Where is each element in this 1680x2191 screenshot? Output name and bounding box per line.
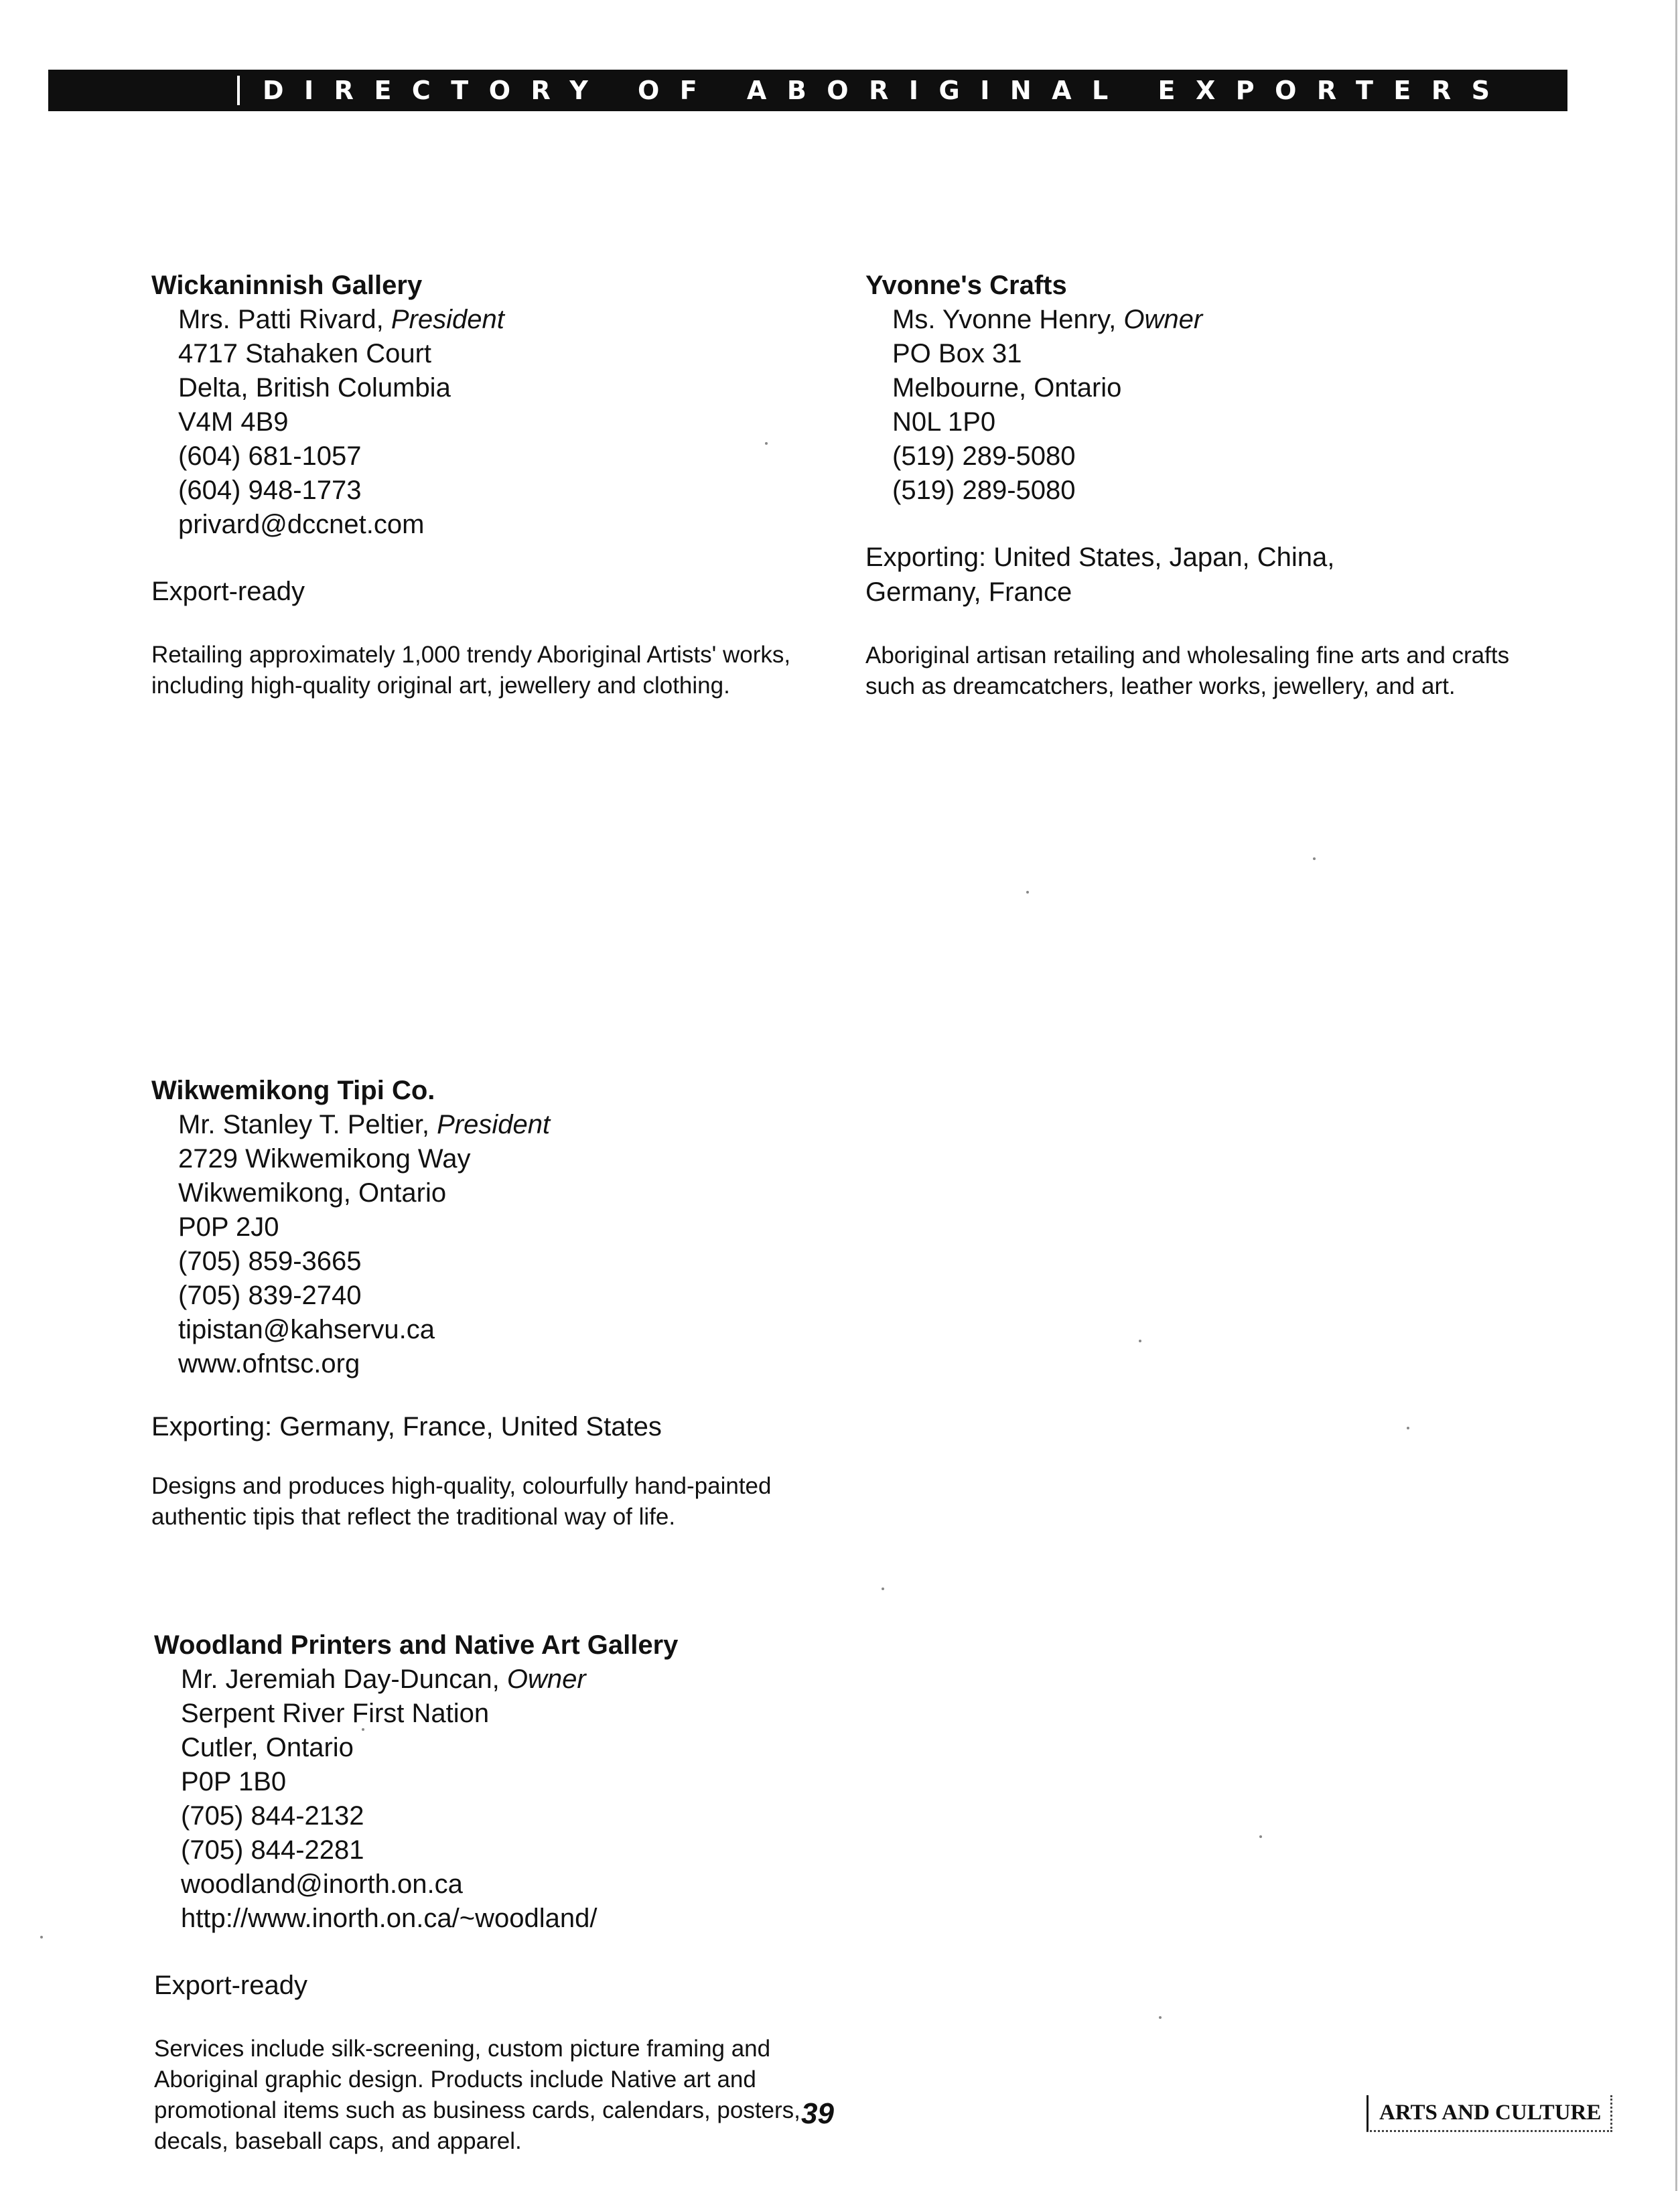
directory-entry (865, 268, 1535, 702)
entry-contact (178, 1108, 821, 1142)
scan-speck (882, 1587, 884, 1590)
contact-title: Owner (1123, 305, 1203, 334)
directory-entry (154, 1628, 824, 2157)
scan-speck (1139, 1340, 1141, 1342)
email-address: tipistan@kahservu.ca (178, 1315, 435, 1344)
fax-number: (604) 948-1773 (178, 476, 362, 505)
scan-speck (1407, 1427, 1409, 1429)
address-line: 4717 Stahaken Court (178, 339, 432, 368)
scan-speck (1159, 2016, 1162, 2019)
phone-number: (705) 859-3665 (178, 1247, 362, 1276)
postal-code: V4M 4B9 (178, 407, 289, 437)
scan-speck (1026, 891, 1029, 894)
address-line: PO Box 31 (892, 339, 1022, 368)
entry-description: Services include silk-screening, custom picture framing and Aboriginal graphic design. Products include Native art and promotional items such as business cards, calendars, posters, decals, baseball caps, and apparel. (154, 2036, 800, 2154)
scan-speck (1313, 857, 1316, 860)
export-status-line: Germany, France (865, 577, 1072, 607)
header-divider (237, 76, 240, 105)
header-title: DIRECTORY OF ABORIGINAL EXPORTERS (263, 76, 1511, 105)
address-line: 2729 Wikwemikong Way (178, 1144, 471, 1174)
fax-number: (705) 839-2740 (178, 1281, 362, 1310)
website-address: http://www.inorth.on.ca/~woodland/ (181, 1904, 598, 1933)
export-status: Exporting: Germany, France, United States (151, 1412, 662, 1441)
email-address: privard@dccnet.com (178, 510, 425, 539)
entry-name: Woodland Printers and Native Art Gallery (154, 1630, 679, 1660)
postal-code: P0P 1B0 (181, 1767, 287, 1796)
website-address: www.ofntsc.org (178, 1349, 360, 1379)
entry-address-block (865, 303, 1535, 508)
contact-title: President (391, 305, 504, 334)
entry-contact (178, 303, 821, 337)
export-status (865, 540, 1535, 610)
scan-speck (362, 1728, 364, 1731)
address-line: Cutler, Ontario (181, 1733, 354, 1762)
fax-number: (705) 844-2281 (181, 1835, 364, 1865)
entry-contact (892, 303, 1535, 337)
scan-speck (1259, 1835, 1262, 1838)
address-line: Delta, British Columbia (178, 373, 451, 403)
entry-name: Wickaninnish Gallery (151, 271, 423, 300)
export-status: Export-ready (154, 1971, 307, 2000)
directory-entry (151, 1073, 821, 1533)
directory-entry (151, 268, 821, 701)
contact-name: Mr. Stanley T. Peltier, (178, 1110, 429, 1139)
contact-name: Ms. Yvonne Henry, (892, 305, 1117, 334)
page-number: 39 (801, 2097, 834, 2130)
contact-name: Mr. Jeremiah Day-Duncan, (181, 1665, 500, 1694)
scan-speck (765, 442, 768, 445)
entry-address-block (154, 1663, 824, 1936)
entry-address-block (151, 303, 821, 542)
entry-name: Yvonne's Crafts (865, 271, 1067, 300)
entry-contact (181, 1663, 824, 1697)
address-line: Melbourne, Ontario (892, 373, 1122, 403)
contact-title: President (437, 1110, 551, 1139)
entry-description: Retailing approximately 1,000 trendy Aboriginal Artists' works, including high-quality original art, jewellery and clothing. (151, 642, 791, 699)
export-status: Export-ready (151, 577, 305, 606)
phone-number: (519) 289-5080 (892, 441, 1076, 471)
entry-name: Wikwemikong Tipi Co. (151, 1076, 435, 1105)
email-address: woodland@inorth.on.ca (181, 1869, 463, 1899)
address-line: Wikwemikong, Ontario (178, 1178, 447, 1208)
scan-speck (40, 1936, 43, 1938)
fax-number: (519) 289-5080 (892, 476, 1076, 505)
phone-number: (604) 681-1057 (178, 441, 362, 471)
page-edge-shadow (1675, 0, 1677, 2191)
contact-name: Mrs. Patti Rivard, (178, 305, 384, 334)
phone-number: (705) 844-2132 (181, 1801, 364, 1831)
entry-description: Aboriginal artisan retailing and wholesaling fine arts and crafts such as dreamcatchers, leather works, jewellery, and art. (865, 642, 1510, 699)
export-status-line: Exporting: United States, Japan, China, (865, 543, 1335, 572)
postal-code: P0P 2J0 (178, 1212, 279, 1242)
directory-header-bar (48, 70, 1567, 111)
postal-code: N0L 1P0 (892, 407, 996, 437)
entry-description: Designs and produces high-quality, colourfully hand-painted authentic tipis that reflect the traditional way of life. (151, 1473, 772, 1530)
address-line: Serpent River First Nation (181, 1699, 490, 1728)
entry-address-block (151, 1108, 821, 1381)
contact-title: Owner (506, 1665, 586, 1694)
section-label-tab: ARTS AND CULTURE (1367, 2095, 1612, 2132)
